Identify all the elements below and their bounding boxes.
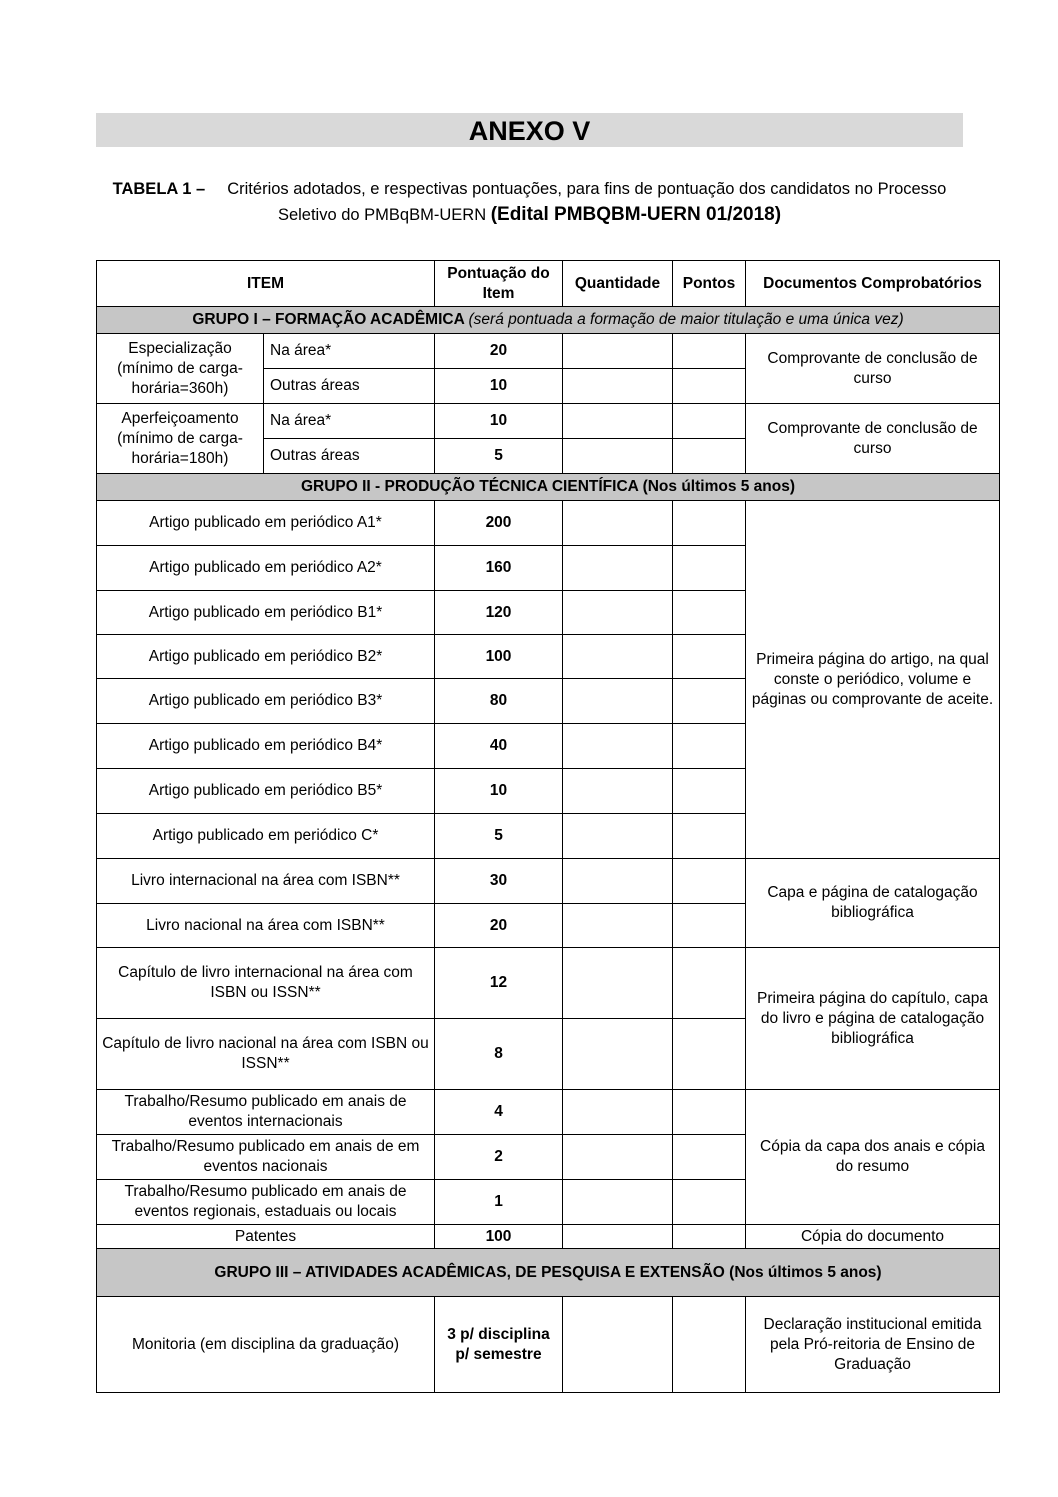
- pontos-cell: [673, 948, 746, 1019]
- group-header: [97, 1249, 1000, 1297]
- pontos-cell: [673, 404, 746, 439]
- item-points: 100: [435, 635, 563, 679]
- item-points: 30: [435, 859, 563, 904]
- table-row: [97, 404, 1000, 439]
- pontos-cell: [673, 1225, 746, 1249]
- pontos-cell: [673, 546, 746, 591]
- pontos-cell: [673, 334, 746, 369]
- quantidade-cell: [563, 859, 673, 904]
- table-row: [97, 948, 1000, 1019]
- item-label: Monitoria (em disciplina da graduação): [97, 1297, 435, 1393]
- item-points: 20: [435, 334, 563, 369]
- table-row: [97, 1225, 1000, 1249]
- quantidade-cell: [563, 814, 673, 859]
- item-points: 20: [435, 904, 563, 948]
- pontos-cell: [673, 724, 746, 769]
- item-label: Trabalho/Resumo publicado em anais de eventos regionais, estaduais ou locais: [97, 1180, 435, 1225]
- item-label: Artigo publicado em periódico B1*: [97, 591, 435, 635]
- item-points: 120: [435, 591, 563, 635]
- group2-title: GRUPO II - PRODUÇÃO TÉCNICA CIENTÍFICA: [300, 478, 639, 495]
- item-label: Capítulo de livro nacional na área com ISBN ou ISSN**: [97, 1019, 435, 1090]
- item-label: Artigo publicado em periódico B5*: [97, 769, 435, 814]
- pontos-cell: [673, 904, 746, 948]
- item-points: 12: [435, 948, 563, 1019]
- header-pontuacao: Pontuação do Item: [435, 261, 563, 307]
- item-points: 10: [435, 769, 563, 814]
- aperfeicoamento-label: Aperfeiçoamento (mínimo de carga-horária=180h): [97, 404, 264, 474]
- quantidade-cell: [563, 1135, 673, 1180]
- quantidade-cell: [563, 1090, 673, 1135]
- quantidade-cell: [563, 769, 673, 814]
- item-points: 4: [435, 1090, 563, 1135]
- quantidade-cell: [563, 591, 673, 635]
- quantidade-cell: [563, 1019, 673, 1090]
- item-label: Artigo publicado em periódico A1*: [97, 501, 435, 546]
- item-label: Artigo publicado em periódico B4*: [97, 724, 435, 769]
- item-points: 3 p/ disciplina p/ semestre: [435, 1297, 563, 1393]
- pontos-cell: [673, 814, 746, 859]
- group1-title: GRUPO I – FORMAÇÃO ACADÊMICA: [192, 311, 465, 328]
- item-points: 8: [435, 1019, 563, 1090]
- quantidade-cell: [563, 546, 673, 591]
- table-row: [97, 1297, 1000, 1393]
- sub-item-na-area: Na área*: [264, 334, 435, 369]
- sub-item-outras-areas: Outras áreas: [264, 369, 435, 404]
- table-row: [97, 501, 1000, 546]
- caption-label: TABELA 1 –: [112, 180, 206, 198]
- pontos-cell: [673, 679, 746, 724]
- document-cell: Comprovante de conclusão de curso: [746, 404, 1000, 474]
- pontos-cell: [673, 1090, 746, 1135]
- group3-title: GRUPO III – ATIVIDADES ACADÊMICAS, DE PESQUISA E EXTENSÃO: [214, 1263, 725, 1281]
- group-header: [97, 474, 1000, 501]
- item-label: Artigo publicado em periódico A2*: [97, 546, 435, 591]
- sub-item-na-area: Na área*: [264, 404, 435, 439]
- caption-edital: (Edital PMBQBM-UERN 01/2018): [490, 204, 782, 225]
- group3-note: (Nos últimos 5 anos): [729, 1263, 882, 1281]
- item-label: Trabalho/Resumo publicado em anais de em eventos nacionais: [97, 1135, 435, 1180]
- pontos-cell: [673, 1019, 746, 1090]
- quantidade-cell: [563, 334, 673, 369]
- quantidade-cell: [563, 635, 673, 679]
- item-label: Trabalho/Resumo publicado em anais de eventos internacionais: [97, 1090, 435, 1135]
- quantidade-cell: [563, 948, 673, 1019]
- item-points: 100: [435, 1225, 563, 1249]
- table-row: [97, 334, 1000, 369]
- page-title: ANEXO V: [96, 113, 963, 147]
- item-points: 10: [435, 404, 563, 439]
- item-label: Artigo publicado em periódico B2*: [97, 635, 435, 679]
- document-cell: Primeira página do artigo, na qual conste o periódico, volume e páginas ou comprovante de aceite.: [746, 501, 1000, 859]
- quantidade-cell: [563, 1225, 673, 1249]
- pontos-cell: [673, 635, 746, 679]
- pontos-cell: [673, 769, 746, 814]
- item-points: 5: [435, 439, 563, 474]
- quantidade-cell: [563, 501, 673, 546]
- quantidade-cell: [563, 904, 673, 948]
- pontos-cell: [673, 501, 746, 546]
- document-cell: Cópia da capa dos anais e cópia do resumo: [746, 1090, 1000, 1225]
- item-points: 40: [435, 724, 563, 769]
- group2-note: (Nos últimos 5 anos): [642, 478, 796, 495]
- table-row: [97, 1090, 1000, 1135]
- quantidade-cell: [563, 439, 673, 474]
- item-label: Livro internacional na área com ISBN**: [97, 859, 435, 904]
- item-label: Artigo publicado em periódico B3*: [97, 679, 435, 724]
- caption-text: Critérios adotados, e respectivas pontuações, para fins de pontuação dos candidatos no Processo Seletivo do PMBqBM-UERN: [227, 180, 947, 224]
- item-points: 10: [435, 369, 563, 404]
- group-header: [97, 307, 1000, 334]
- document-cell: Declaração institucional emitida pela Pró-reitoria de Ensino de Graduação: [746, 1297, 1000, 1393]
- item-points: 1: [435, 1180, 563, 1225]
- item-label: Artigo publicado em periódico C*: [97, 814, 435, 859]
- pontos-cell: [673, 1180, 746, 1225]
- item-points: 2: [435, 1135, 563, 1180]
- quantidade-cell: [563, 1297, 673, 1393]
- pontos-cell: [673, 591, 746, 635]
- pontos-cell: [673, 859, 746, 904]
- header-pontos: Pontos: [673, 261, 746, 307]
- table-caption: [96, 176, 963, 228]
- pontos-cell: [673, 1297, 746, 1393]
- document-cell: Comprovante de conclusão de curso: [746, 334, 1000, 404]
- item-label: Capítulo de livro internacional na área com ISBN ou ISSN**: [97, 948, 435, 1019]
- header-documentos: Documentos Comprobatórios: [746, 261, 1000, 307]
- item-points: 5: [435, 814, 563, 859]
- quantidade-cell: [563, 369, 673, 404]
- item-points: 160: [435, 546, 563, 591]
- especializacao-label: Especialização (mínimo de carga-horária=360h): [97, 334, 264, 404]
- item-points: 200: [435, 501, 563, 546]
- pontos-cell: [673, 1135, 746, 1180]
- sub-item-outras-areas: Outras áreas: [264, 439, 435, 474]
- header-quantidade: Quantidade: [563, 261, 673, 307]
- document-cell: Cópia do documento: [746, 1225, 1000, 1249]
- document-cell: Primeira página do capítulo, capa do livro e página de catalogação bibliográfica: [746, 948, 1000, 1090]
- item-label: Livro nacional na área com ISBN**: [97, 904, 435, 948]
- group1-note: (será pontuada a formação de maior titulação e uma única vez): [468, 311, 904, 328]
- quantidade-cell: [563, 404, 673, 439]
- header-item: ITEM: [97, 261, 435, 307]
- item-points: 80: [435, 679, 563, 724]
- quantidade-cell: [563, 679, 673, 724]
- header-row: [97, 261, 1000, 307]
- pontos-cell: [673, 369, 746, 404]
- table-row: [97, 859, 1000, 904]
- quantidade-cell: [563, 1180, 673, 1225]
- quantidade-cell: [563, 724, 673, 769]
- criteria-table: [96, 260, 1000, 1393]
- document-cell: Capa e página de catalogação bibliográfica: [746, 859, 1000, 948]
- pontos-cell: [673, 439, 746, 474]
- item-label: Patentes: [97, 1225, 435, 1249]
